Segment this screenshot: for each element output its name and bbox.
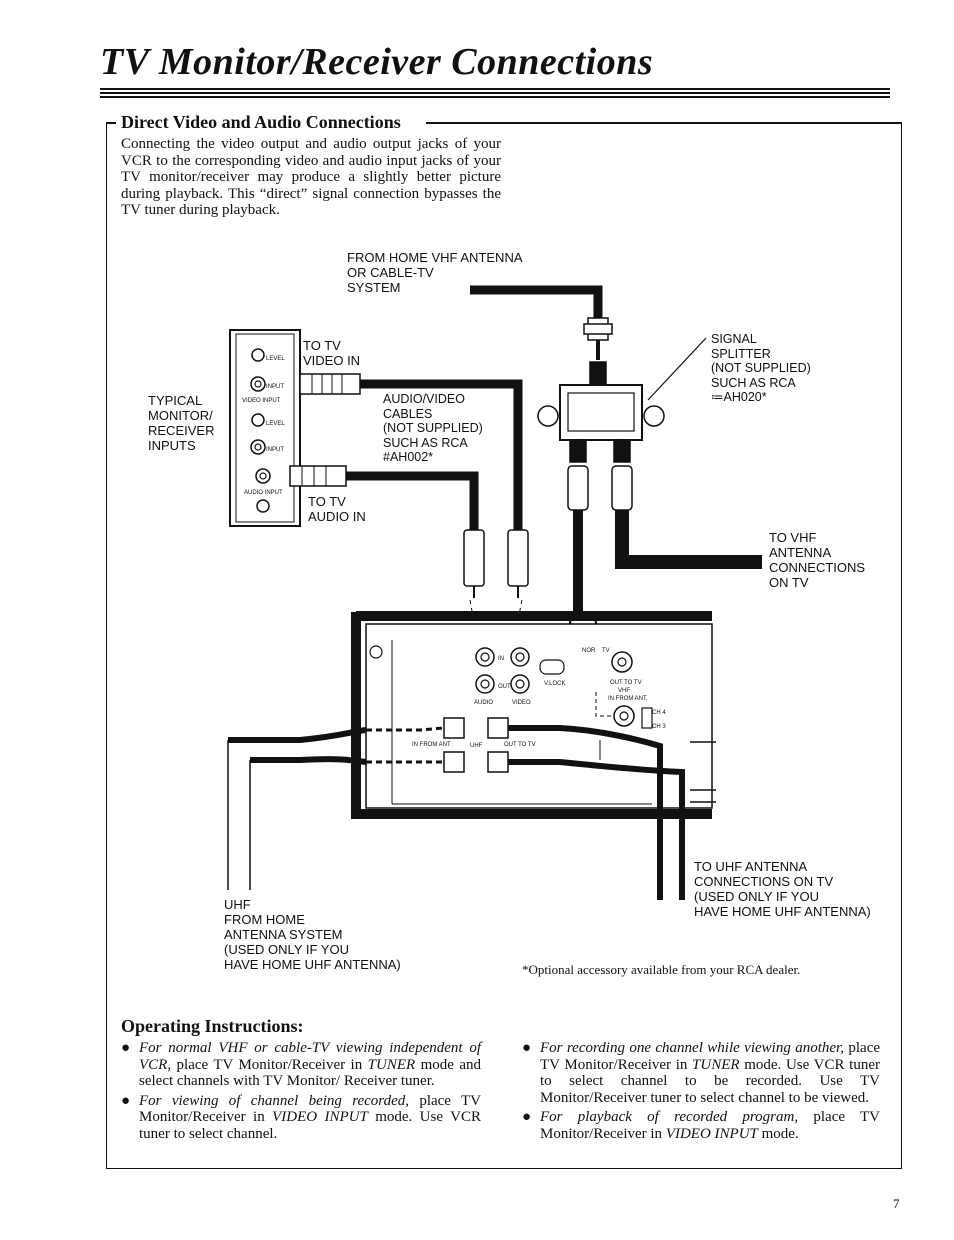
vcr-uhf-out-label: OUT TO TV xyxy=(504,742,536,748)
operating-heading: Operating Instructions: xyxy=(121,1016,304,1036)
label-av-cables: AUDIO/VIDEO CABLES (NOT SUPPLIED) SUCH AS RCA #AH002* xyxy=(383,392,483,464)
section-heading-direct: Direct Video and Audio Connections xyxy=(121,112,401,132)
list-item: ● For playback of recorded program, place TV Monitor/Receiver in VIDEO INPUT mode. xyxy=(522,1109,881,1142)
vcr-out-label: OUT xyxy=(498,684,511,690)
vcr-in-from-ant-label: IN FROM ANT. xyxy=(608,696,648,702)
operating-list-left xyxy=(121,1040,481,1145)
list-item: ● For normal VHF or cable-TV viewing independent of VCR, place TV Monitor/Receiver in TUNER mode and select channels with TV Monitor/ Receiver tuner. xyxy=(121,1040,481,1089)
splitter-input xyxy=(590,362,606,384)
vcr-uhf-in-label: IN FROM ANT xyxy=(412,742,451,748)
label-typical-inputs: TYPICAL MONITOR/ RECEIVER INPUTS xyxy=(148,393,215,453)
audio-rca-plug xyxy=(290,466,346,486)
panel-audio-input-label: AUDIO INPUT xyxy=(244,490,283,496)
label-to-tv-video: TO TV VIDEO IN xyxy=(303,338,361,368)
panel-video-input-label: VIDEO INPUT xyxy=(242,398,281,404)
vcr-out-to-tv-label: OUT TO TV xyxy=(610,680,642,686)
label-to-uhf: TO UHF ANTENNA CONNECTIONS ON TV (USED ONLY IF YOU HAVE HOME UHF ANTENNA) xyxy=(694,859,871,919)
label-uhf-from-home: UHF FROM HOME ANTENNA SYSTEM (USED ONLY IF YOU HAVE HOME UHF ANTENNA) xyxy=(224,897,401,972)
vcr-video-label: VIDEO xyxy=(512,700,531,706)
vcr-audio-label: AUDIO xyxy=(474,700,494,706)
vcr-vhf-label: VHF xyxy=(618,688,630,694)
panel-input-label-2: INPUT xyxy=(266,447,284,453)
vcr-uhf-label: UHF xyxy=(470,743,483,749)
list-item: ● For viewing of channel being recorded, place TV Monitor/Receiver in VIDEO INPUT mode. Use VCR tuner to select channel. xyxy=(121,1092,481,1142)
bullet-icon: ● xyxy=(121,1092,131,1109)
vcr-nor-label: NOR xyxy=(582,648,596,654)
operating-list-right xyxy=(522,1040,880,1145)
list-item: ● For recording one channel while viewing another, place TV Monitor/Receiver in TUNER mode. Use VCR tuner to select channel to be recorded. Use TV Monitor/Receiver tuner to select channel to be viewed. xyxy=(522,1040,881,1106)
video-plug-vcr-end xyxy=(508,530,528,586)
label-from-vhf: FROM HOME VHF ANTENNA OR CABLE-TV SYSTEM xyxy=(347,250,523,295)
bullet-icon: ● xyxy=(522,1109,532,1125)
splitter-out-plug-right xyxy=(612,466,632,510)
video-rca-plug xyxy=(300,374,360,394)
panel-level-label-2: LEVEL xyxy=(266,421,285,427)
bullet-icon: ● xyxy=(121,1040,131,1056)
label-to-tv-audio: TO TV AUDIO IN xyxy=(308,494,366,524)
intro-paragraph: Connecting the video output and audio output jacks of your VCR to the corresponding video and audio input jacks of your TV monitor/receiver may produce a slightly better picture during playback. This “direct” signal connection bypasses the TV tuner during playback. xyxy=(121,136,501,218)
bullet-icon: ● xyxy=(522,1040,532,1056)
to-vhf-cable xyxy=(622,510,762,562)
vcr-in-label: IN xyxy=(498,656,504,662)
splitter-mount-right xyxy=(644,406,664,426)
splitter-out-plug-left xyxy=(568,466,588,510)
uhf-from-lead xyxy=(228,730,366,740)
page-title: TV Monitor/Receiver Connections xyxy=(100,41,654,83)
panel-input-label-1: INPUT xyxy=(266,384,284,390)
vcr-ch3-label: CH 3 xyxy=(652,724,666,730)
panel-level-label-1: LEVEL xyxy=(266,356,285,362)
vcr-vlock-label: V.LOCK xyxy=(544,681,566,687)
splitter-mount-left xyxy=(538,406,558,426)
audio-plug-vcr-end xyxy=(464,530,484,586)
label-to-vhf: TO VHF ANTENNA CONNECTIONS ON TV xyxy=(769,530,866,590)
label-signal-splitter: SIGNAL SPLITTER (NOT SUPPLIED) SUCH AS RCA ≔AH020* xyxy=(711,332,811,404)
vcr-ch4-label: CH 4 xyxy=(652,710,666,716)
page-number: 7 xyxy=(893,1196,900,1211)
footnote: *Optional accessory available from your RCA dealer. xyxy=(522,962,801,977)
vcr-tv-label: TV xyxy=(602,648,610,654)
